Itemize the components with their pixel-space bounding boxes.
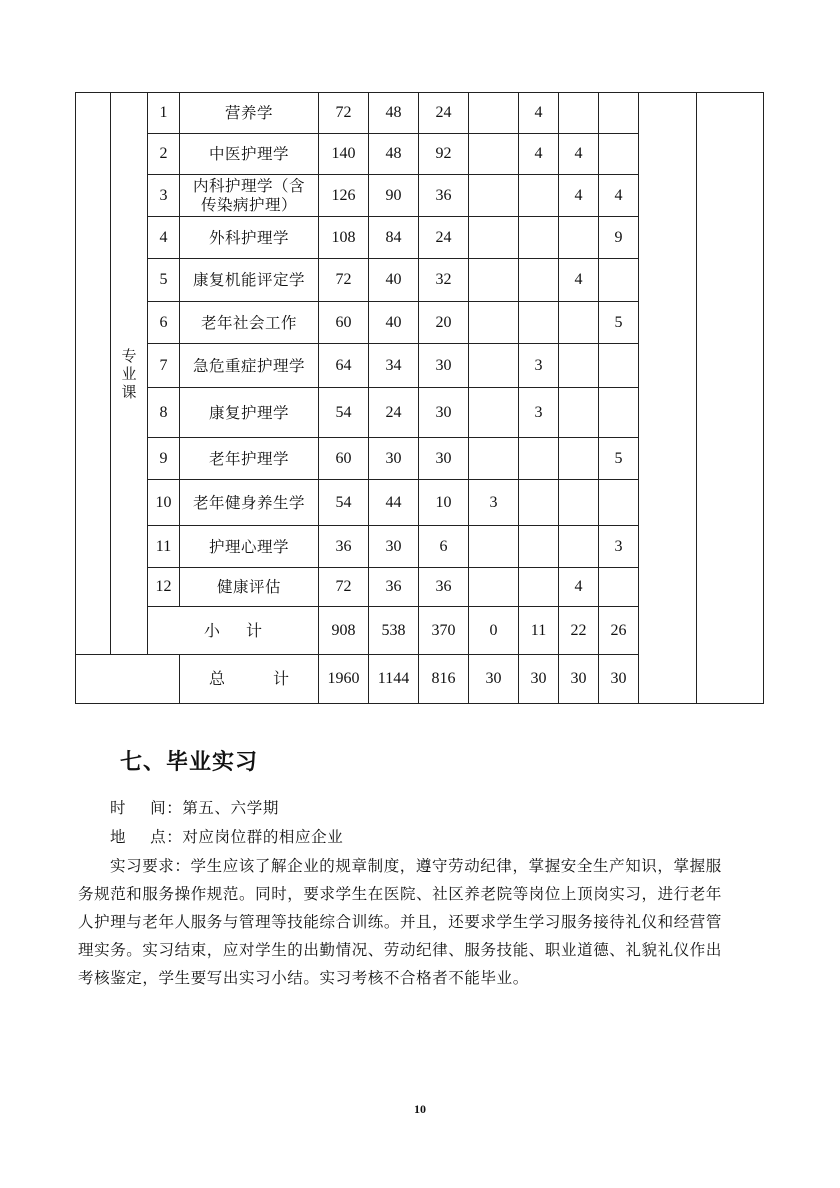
cell-s2: 3: [519, 388, 559, 438]
course-name: 护理心理学: [180, 526, 319, 568]
course-name: 营养学: [180, 93, 319, 134]
cell-s2: 3: [519, 344, 559, 388]
cell-theory: 44: [369, 480, 419, 526]
grand-total-label: [180, 655, 319, 704]
row-number: 6: [148, 302, 180, 344]
cell-s4: 3: [599, 526, 639, 568]
cell-total: 60: [319, 438, 369, 480]
place-label-a: 地: [110, 828, 127, 846]
cell-practice: 24: [419, 217, 469, 259]
course-name: 健康评估: [180, 568, 319, 607]
cell-theory: 48: [369, 93, 419, 134]
cell-s1: [469, 302, 519, 344]
subtotal-s3: 26: [599, 607, 639, 655]
row-number: 12: [148, 568, 180, 607]
outer-category-cell: [76, 93, 111, 655]
cell-s1: [469, 568, 519, 607]
cell-s4: 4: [599, 175, 639, 217]
row-number: 11: [148, 526, 180, 568]
cell-s1: [469, 93, 519, 134]
cell-s3: [559, 526, 599, 568]
cell-theory: 30: [369, 438, 419, 480]
cell-total: 72: [319, 568, 369, 607]
cell-s1: [469, 388, 519, 438]
table-row: [76, 93, 764, 134]
course-name: 康复护理学: [180, 388, 319, 438]
cell-total: 60: [319, 302, 369, 344]
page-number: 10: [414, 1102, 426, 1116]
cell-s3: [559, 93, 599, 134]
subtotal-s2: 22: [559, 607, 599, 655]
cell-theory: 34: [369, 344, 419, 388]
row-number: 9: [148, 438, 180, 480]
requirement-line: 务规范和服务操作规范。同时，要求学生在医院、社区养老院等岗位上顶岗实习，进行老年: [78, 885, 723, 903]
cell-s4: 9: [599, 217, 639, 259]
grand-total-theory: 1144: [369, 655, 419, 704]
requirement-line: 考核鉴定，学生要写出实习小结。实习考核不合格者不能毕业。: [78, 969, 529, 987]
course-name: 老年护理学: [180, 438, 319, 480]
cell-theory: 48: [369, 134, 419, 175]
cell-total: 36: [319, 526, 369, 568]
course-name: 内科护理学（含传染病护理）: [180, 175, 319, 217]
row-number: 8: [148, 388, 180, 438]
requirement-line: 实习要求：学生应该了解企业的规章制度，遵守劳动纪律，掌握安全生产知识，掌握服: [110, 857, 722, 875]
table-body: [76, 93, 764, 704]
cell-s4: [599, 134, 639, 175]
subtotal-label-a: 小: [203, 620, 220, 640]
section-title: 七、毕业实习: [120, 750, 259, 775]
subtotal-s0: 0: [469, 607, 519, 655]
place-value: 对应岗位群的相应企业: [182, 828, 344, 846]
row-number: 5: [148, 259, 180, 302]
cell-theory: 90: [369, 175, 419, 217]
grand-total-practice: 816: [419, 655, 469, 704]
cell-s3: [559, 302, 599, 344]
place-label-b: 点：: [150, 828, 183, 846]
cell-total: 126: [319, 175, 369, 217]
curriculum-table: [75, 92, 764, 704]
cell-s1: [469, 175, 519, 217]
cell-s1: [469, 438, 519, 480]
cell-practice: 30: [419, 388, 469, 438]
course-name: 中医护理学: [180, 134, 319, 175]
cell-practice: 30: [419, 438, 469, 480]
cell-s4: 5: [599, 302, 639, 344]
cell-theory: 84: [369, 217, 419, 259]
cell-s2: [519, 568, 559, 607]
cell-s2: [519, 438, 559, 480]
cell-theory: 40: [369, 302, 419, 344]
cell-s1: [469, 259, 519, 302]
cell-s1: [469, 344, 519, 388]
grand-label-b: 计: [273, 669, 290, 688]
cell-total: 54: [319, 388, 369, 438]
cell-s3: 4: [559, 259, 599, 302]
time-value: 第五、六学期: [182, 799, 279, 817]
cell-total: 108: [319, 217, 369, 259]
requirement-line: 理实务。实习结束，应对学生的出勤情况、劳动纪律、服务技能、职业道德、礼貌礼仪作出: [78, 941, 723, 959]
cell-total: 64: [319, 344, 369, 388]
cell-practice: 32: [419, 259, 469, 302]
cell-s3: [559, 480, 599, 526]
grand-total-s0: 30: [469, 655, 519, 704]
cell-s2: [519, 302, 559, 344]
cell-s2: [519, 217, 559, 259]
cell-practice: 6: [419, 526, 469, 568]
category-label: 专 业 课: [111, 93, 148, 655]
course-name: 康复机能评定学: [180, 259, 319, 302]
cell-s1: [469, 217, 519, 259]
subtotal-practice: 370: [419, 607, 469, 655]
cell-s3: [559, 344, 599, 388]
grand-total-s2: 30: [559, 655, 599, 704]
cell-s2: 4: [519, 134, 559, 175]
cell-practice: 10: [419, 480, 469, 526]
course-name: 老年社会工作: [180, 302, 319, 344]
grand-total-blank: [76, 655, 180, 704]
course-name: 外科护理学: [180, 217, 319, 259]
cell-total: 72: [319, 93, 369, 134]
grand-label-a: 总: [208, 669, 225, 688]
cell-s3: [559, 217, 599, 259]
cell-s4: [599, 259, 639, 302]
subtotal-theory: 538: [369, 607, 419, 655]
row-number: 2: [148, 134, 180, 175]
cell-practice: 24: [419, 93, 469, 134]
cell-s3: 4: [559, 568, 599, 607]
row-number: 3: [148, 175, 180, 217]
cell-practice: 92: [419, 134, 469, 175]
subtotal-label-b: 计: [246, 620, 263, 640]
course-name: 老年健身养生学: [180, 480, 319, 526]
row-number: 4: [148, 217, 180, 259]
row-number: 10: [148, 480, 180, 526]
course-name: 急危重症护理学: [180, 344, 319, 388]
cell-s3: [559, 388, 599, 438]
cell-s3: 4: [559, 134, 599, 175]
subtotal-total: 908: [319, 607, 369, 655]
grand-total-total: 1960: [319, 655, 369, 704]
cell-practice: 36: [419, 568, 469, 607]
cell-s4: [599, 568, 639, 607]
time-label-b: 间：: [150, 799, 183, 817]
internship-time-line: [110, 796, 279, 818]
blank-column-cell: [697, 93, 764, 704]
cell-s4: [599, 344, 639, 388]
cell-total: 140: [319, 134, 369, 175]
cell-s3: 4: [559, 175, 599, 217]
cell-s3: [559, 438, 599, 480]
requirement-line: 人护理与老年人服务与管理等技能综合训练。并且，还要求学生学习服务接待礼仪和经营管: [78, 913, 723, 931]
cell-total: 54: [319, 480, 369, 526]
cell-theory: 30: [369, 526, 419, 568]
cell-total: 72: [319, 259, 369, 302]
cell-s2: [519, 526, 559, 568]
subtotal-label: [148, 607, 319, 655]
cell-s2: [519, 480, 559, 526]
cell-s1: 3: [469, 480, 519, 526]
grand-total-s1: 30: [519, 655, 559, 704]
internship-place-line: [110, 825, 343, 847]
cell-s4: [599, 93, 639, 134]
row-number: 1: [148, 93, 180, 134]
cell-theory: 40: [369, 259, 419, 302]
cell-s2: 4: [519, 93, 559, 134]
cell-practice: 36: [419, 175, 469, 217]
cell-theory: 36: [369, 568, 419, 607]
cell-practice: 20: [419, 302, 469, 344]
cell-s1: [469, 526, 519, 568]
cell-s2: [519, 175, 559, 217]
time-label-a: 时: [110, 799, 127, 817]
grand-total-s3: 30: [599, 655, 639, 704]
cell-s4: [599, 388, 639, 438]
cell-s4: 5: [599, 438, 639, 480]
subtotal-s1: 11: [519, 607, 559, 655]
cell-theory: 24: [369, 388, 419, 438]
cell-practice: 30: [419, 344, 469, 388]
cell-s2: [519, 259, 559, 302]
cell-s1: [469, 134, 519, 175]
blank-column-cell: [639, 93, 697, 704]
row-number: 7: [148, 344, 180, 388]
cell-s4: [599, 480, 639, 526]
